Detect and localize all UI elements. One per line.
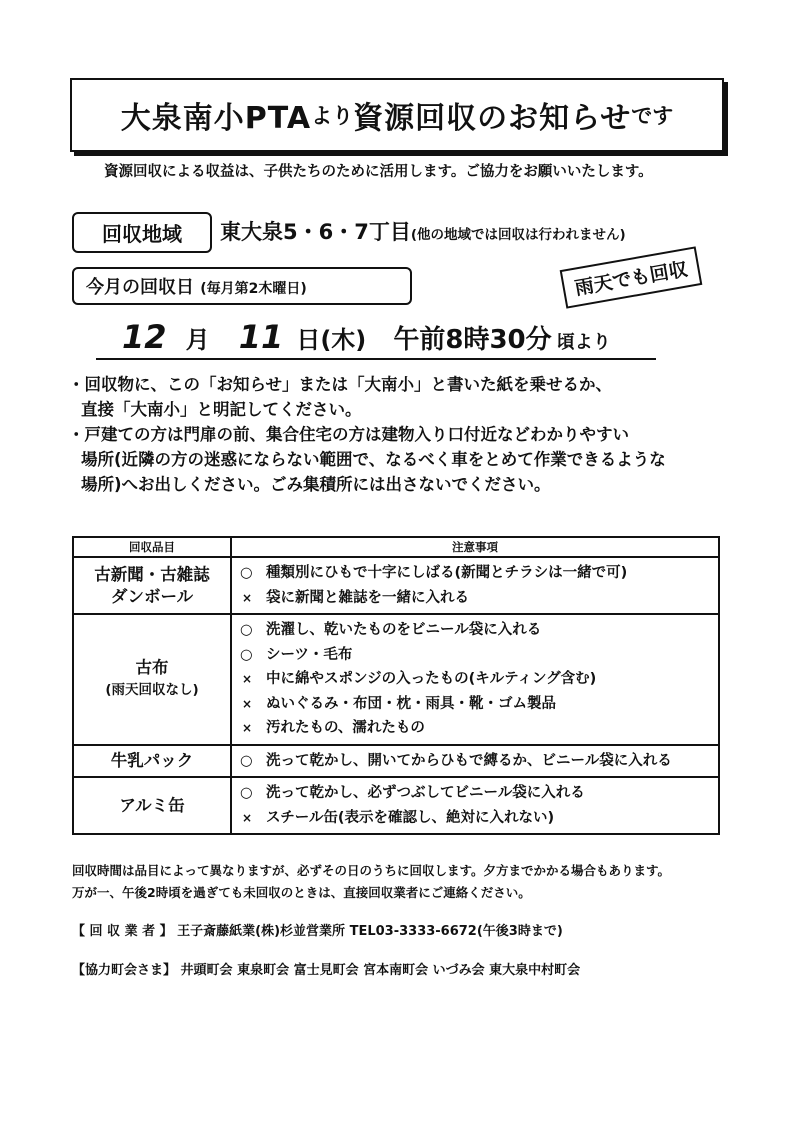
bottom-note-line: 回収時間は品目によって異なりますが、必ずその日のうちに回収します。夕方までかかる場合もあります。 [72, 863, 671, 878]
category-name: ダンボール [110, 586, 194, 606]
area-value-line [220, 216, 626, 246]
cross-mark: × [242, 721, 253, 735]
association-line [72, 959, 580, 978]
rule-text: 種類別にひもで十字にしばる(新聞とチラシは一緒で可) [266, 565, 628, 581]
date-label-box [72, 267, 412, 305]
rules-cell [231, 557, 719, 614]
rule-item [240, 618, 718, 643]
header-items: 回収品目 [73, 537, 231, 557]
table-row [73, 614, 719, 745]
date-label: 今月の回収日 [86, 277, 194, 298]
cross-mark: × [242, 590, 253, 605]
category-cell [73, 557, 231, 614]
header-notes: 注意事項 [231, 537, 719, 557]
title-main2: 資源回収のお知らせ [353, 101, 632, 136]
cross-mark: × [242, 810, 253, 825]
rule-item [240, 692, 718, 717]
rule-item [240, 643, 718, 668]
date-month-unit: 月 [185, 326, 210, 354]
rule-item [240, 667, 718, 692]
date-day-unit: 日(木) [296, 326, 367, 354]
category-cell [73, 614, 231, 745]
rule-item [240, 749, 718, 774]
category-name: アルミ缶 [119, 795, 185, 815]
rule-text: 洗濯し、乾いたものをビニール袋に入れる [266, 622, 542, 638]
rule-item [240, 716, 718, 741]
circle-mark: ○ [240, 565, 253, 581]
area-label: 回収地域 [72, 212, 212, 253]
rule-item [240, 561, 718, 586]
category-cell [73, 745, 231, 778]
rule-text: ぬいぐるみ・布団・枕・雨具・靴・ゴム製品 [266, 695, 556, 712]
circle-mark: ○ [240, 622, 253, 638]
rule-text: 汚れたもの、濡れたもの [266, 720, 425, 736]
rule-item [240, 781, 718, 806]
association-label: 【協力町会さま】 [72, 963, 177, 978]
rule-item [240, 586, 718, 611]
circle-mark: ○ [240, 646, 253, 663]
date-time-suffix: 頃より [556, 332, 611, 353]
area-value: 東大泉5・6・7丁目 [220, 220, 411, 244]
date-month: 12 [122, 318, 167, 356]
table-row [73, 557, 719, 614]
bottom-note-line: 万が一、午後2時頃を過ぎても未回収のときは、直接回収業者にご連絡ください。 [72, 885, 531, 900]
note-line: 場所(近隣の方の迷惑にならない範囲で、なるべく車をとめて作業できるような [81, 450, 666, 469]
vendor-line [72, 920, 563, 939]
note-line: 直接「大南小」と明記してください。 [81, 400, 362, 419]
rules-cell [231, 614, 719, 745]
area-note: (他の地域では回収は行われません) [410, 227, 626, 243]
circle-mark: ○ [240, 752, 253, 769]
rules-cell [231, 745, 719, 778]
intro-text: 資源回収による収益は、子供たちのために活用します。ご協力をお願いいたします。 [104, 164, 653, 180]
title-yori: より [311, 104, 354, 128]
note-line: ・戸建ての方は門扉の前、集合住宅の方は建物入り口付近などわかりやすい [68, 425, 629, 444]
category-cell [73, 777, 231, 834]
rule-text: 袋に新聞と雑誌を一緒に入れる [266, 589, 469, 606]
cross-mark: × [242, 696, 253, 711]
date-label-paren: (毎月第2木曜日) [200, 281, 307, 297]
items-table [72, 536, 720, 835]
category-name: 牛乳パック [110, 750, 194, 770]
note-line: 場所)へお出しください。ごみ集積所には出さないでください。 [81, 475, 551, 494]
category-name: 古布 [135, 658, 169, 678]
rules-cell [231, 777, 719, 834]
cross-mark: × [242, 672, 253, 686]
category-name: 古新聞・古雑誌 [94, 564, 210, 584]
date-time: 午前8時30分 [393, 325, 552, 355]
association-list: 井頭町会 東泉町会 富士見町会 宮本南町会 いづみ会 東大泉中村町会 [180, 963, 581, 978]
rule-text: 中に綿やスポンジの入ったもの(キルティング含む) [266, 671, 597, 687]
vendor-info: 王子斎藤紙業(株)杉並営業所 TEL03-3333-6672(午後3時まで) [177, 924, 563, 939]
collection-date [96, 318, 656, 360]
circle-mark: ○ [240, 785, 253, 801]
category-note: (雨天回収なし) [105, 682, 199, 699]
bottom-notes [72, 860, 670, 904]
table-row [73, 745, 719, 778]
title-box [70, 78, 724, 152]
rule-item [240, 806, 718, 831]
rain-stamp: 雨天でも回収 [560, 246, 703, 308]
rule-text: 洗って乾かし、必ずつぶしてビニール袋に入れる [266, 785, 585, 801]
date-day: 11 [238, 318, 284, 356]
title-main: 大泉南小PTA [120, 101, 312, 136]
table-header-row [73, 537, 719, 557]
table-row [73, 777, 719, 834]
vendor-label: 【 回 収 業 者 】 [72, 924, 173, 939]
notes [68, 372, 748, 497]
title-desu: です [631, 104, 674, 128]
rule-text: 洗って乾かし、開いてからひもで縛るか、ビニール袋に入れる [266, 752, 672, 769]
note-line: ・回収物に、この「お知らせ」または「大南小」と書いた紙を乗せるか、 [68, 375, 613, 394]
rule-text: シーツ・毛布 [266, 646, 353, 663]
rule-text: スチール缶(表示を確認し、絶対に入れない) [266, 809, 555, 826]
